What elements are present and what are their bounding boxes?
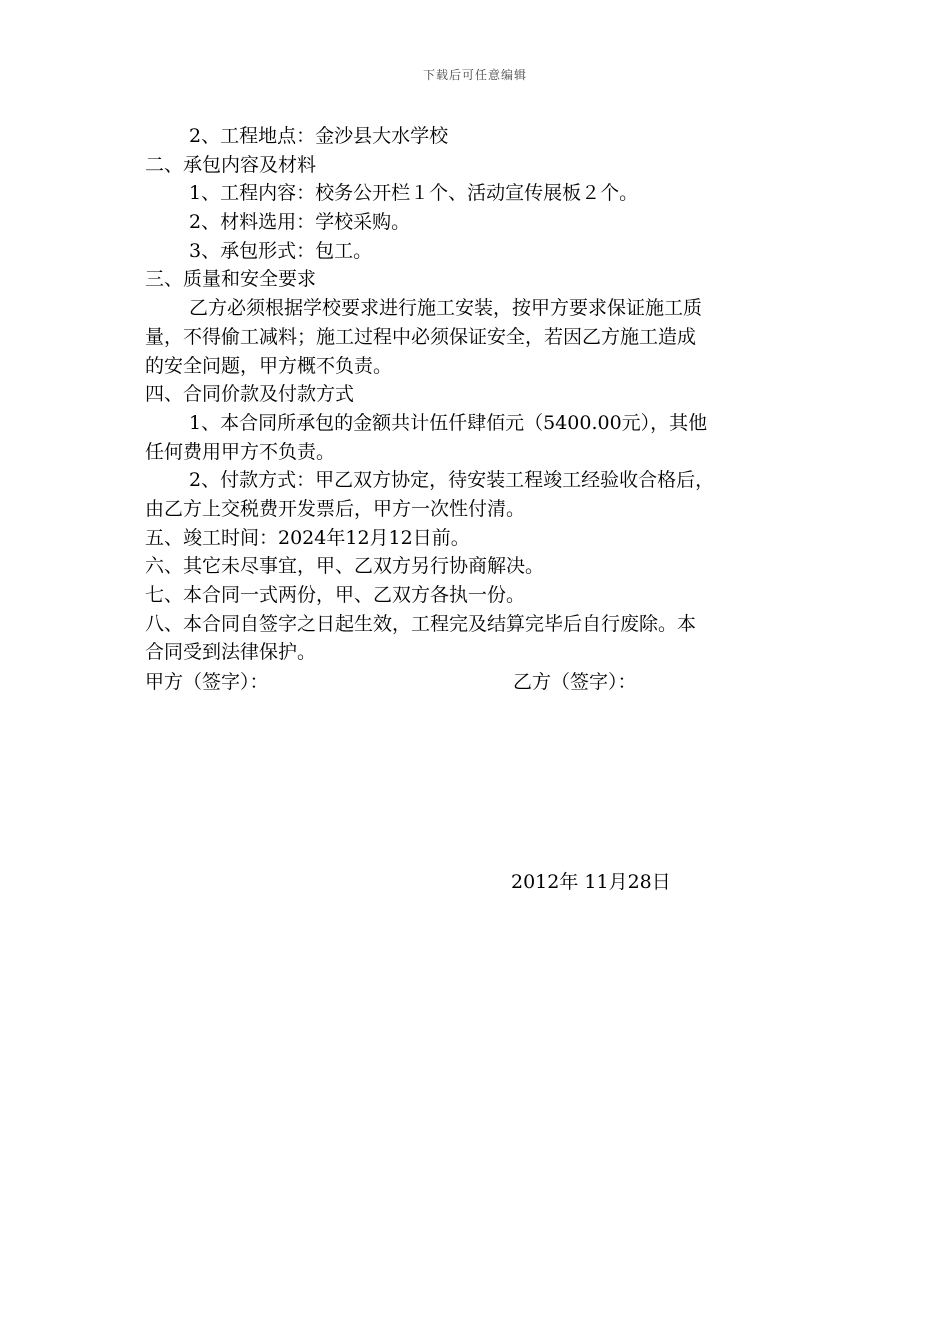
contract-line: 1、本合同所承包的金额共计伍仟肆佰元（5400.00元），其他 [189, 411, 708, 434]
contract-line: 的安全问题，甲方概不负责。 [145, 354, 393, 377]
contract-line: 五、竣工时间：2024年12月12日前。 [145, 526, 470, 549]
contract-line: 八、本合同自签字之日起生效，工程完及结算完毕后自行废除。本 [145, 612, 697, 635]
contract-line: 1、工程内容：校务公开栏１个、活动宣传展板２个。 [189, 182, 639, 205]
contract-line: 任何费用甲方不负责。 [145, 440, 336, 463]
contract-line: 六、其它未尽事宜，甲、乙双方另行协商解决。 [145, 555, 545, 578]
contract-line: 2、材料选用：学校采购。 [189, 211, 411, 234]
contract-line: 由乙方上交税费开发票后，甲方一次性付清。 [145, 497, 526, 520]
party-a-signature-label: 甲方（签字）： [145, 671, 269, 693]
contract-line: 合同受到法律保护。 [145, 641, 317, 664]
party-b-signature-label: 乙方（签字）： [513, 671, 637, 693]
signature-row [145, 668, 800, 697]
contract-line: 2、付款方式：甲乙双方协定，待安装工程竣工经验收合格后， [189, 469, 715, 492]
page-header: 下载后可任意编辑 [422, 68, 527, 82]
contract-date: 2012年 11月28日 [511, 871, 671, 893]
contract-line: 3、承包形式：包工。 [189, 239, 373, 262]
contract-line: 四、合同价款及付款方式 [145, 383, 355, 406]
contract-line: 量，不得偷工减料；施工过程中必须保证安全，若因乙方施工造成 [145, 325, 697, 348]
contract-line: 三、质量和安全要求 [145, 268, 317, 291]
contract-line: 2、工程地点：金沙县大水学校 [189, 125, 449, 147]
contract-line: 七、本合同一式两份，甲、乙双方各执一份。 [145, 584, 526, 606]
contract-body [145, 122, 800, 667]
contract-line: 二、承包内容及材料 [145, 153, 317, 176]
contract-line: 乙方必须根据学校要求进行施工安装，按甲方要求保证施工质 [189, 297, 703, 320]
